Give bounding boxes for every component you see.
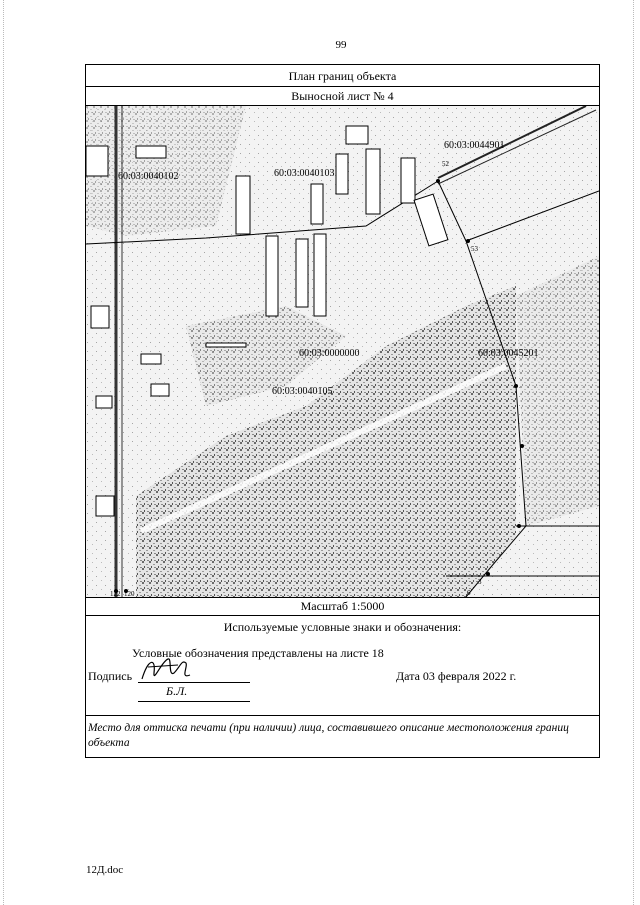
page-edge-right <box>633 0 634 905</box>
point-label: 120 <box>124 590 135 597</box>
point-label: 52 <box>442 160 449 168</box>
parcel-label: 60:03:0040102 <box>118 171 179 182</box>
vegetation-area <box>516 256 599 526</box>
point-label: 53 <box>471 245 478 253</box>
boundary-map <box>86 106 599 598</box>
stamp-note: Место для оттиска печати (при наличии) лица, составившего описание местоположения границ объекта <box>88 722 569 749</box>
file-name: 12Д.doc <box>86 864 124 876</box>
point-label: 3 <box>478 578 482 586</box>
signature-label: Подпись <box>88 669 133 683</box>
legend-title: Используемые условные знаки и обозначения: <box>223 620 462 634</box>
document-frame <box>85 64 600 758</box>
date-text: Дата 03 февраля 2022 г. <box>396 669 517 683</box>
parcel-label: 60:03:0040103 <box>274 168 335 179</box>
sheet-title: Выносной лист № 4 <box>86 87 599 106</box>
section-divider <box>86 715 599 716</box>
page-edge-left <box>3 0 4 905</box>
initials-line <box>138 701 250 702</box>
legend-note: Условные обозначения представлены на листе 18 <box>132 646 384 660</box>
plan-title: План границ объекта <box>86 65 599 87</box>
parcel-label: 60:03:0044901 <box>444 140 505 151</box>
signature-initials: Б.Л. <box>166 684 188 698</box>
parcel-label: 60:03:0040105 <box>272 386 333 397</box>
map-scale: Масштаб 1:5000 <box>86 598 599 616</box>
point-label: 6 <box>467 589 471 597</box>
point-label: 122 <box>110 590 121 597</box>
parcel-label: 60:03:0045201 <box>478 348 539 359</box>
map-image <box>86 106 599 597</box>
page-number: 99 <box>335 39 347 51</box>
signature-line <box>138 682 250 683</box>
parcel-label: 60:03:0000000 <box>299 348 360 359</box>
